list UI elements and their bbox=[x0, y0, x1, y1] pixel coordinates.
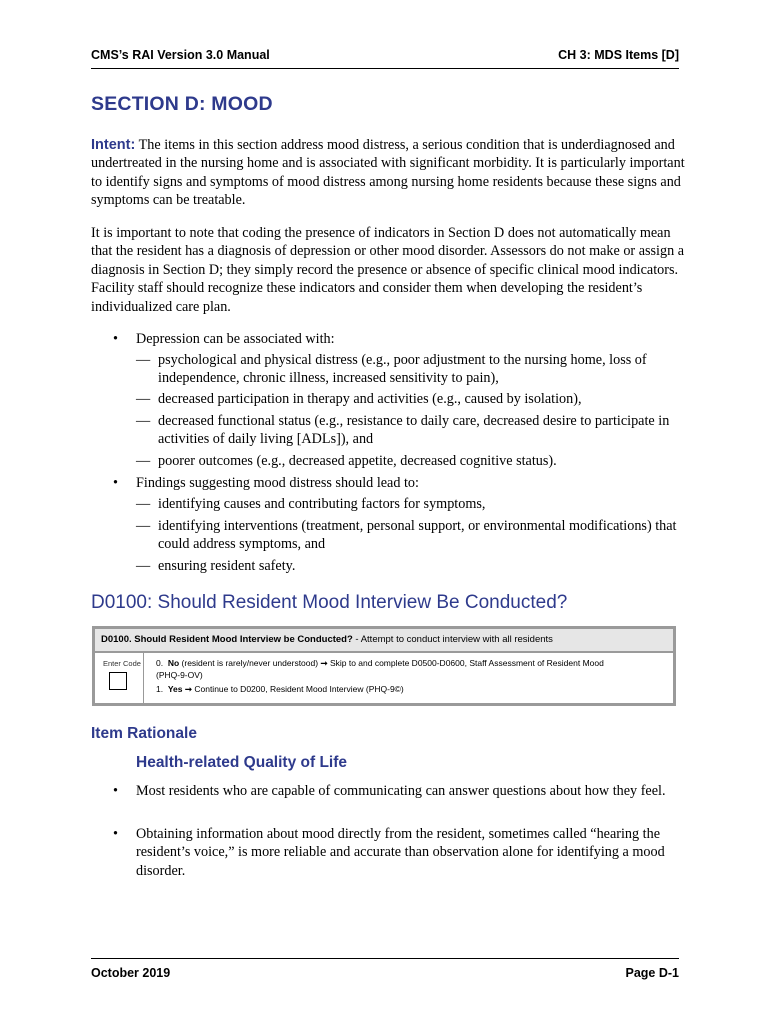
manual-title: CMS’s RAI Version 3.0 Manual bbox=[91, 48, 270, 62]
bullet-mark: • bbox=[113, 826, 118, 842]
option-yes bbox=[156, 683, 666, 695]
enter-code-box[interactable] bbox=[109, 672, 127, 690]
option-number: 1. bbox=[156, 684, 164, 694]
sub-item-text: poorer outcomes (e.g., decreased appetite, decreased cognitive status). bbox=[158, 453, 557, 469]
page-number: Page D-1 bbox=[625, 966, 679, 980]
bullet-text: Obtaining information about mood directly from the resident, sometimes called “hearing the resident’s voice,” is more reliable and accurate than observation alone for identifying a mood disorder. bbox=[136, 826, 665, 879]
option-detail-line2: (PHQ-9-OV) bbox=[156, 670, 203, 680]
form-header-title: D0100. Should Resident Mood Interview be Conducted? bbox=[101, 634, 353, 645]
bullet-text: Findings suggesting mood distress should lead to: bbox=[136, 475, 419, 491]
option-number: 0. bbox=[156, 658, 164, 668]
sub-item-text: identifying causes and contributing factors for symptoms, bbox=[158, 496, 486, 512]
dash-mark: — bbox=[136, 496, 151, 512]
enter-code-label: Enter Code bbox=[103, 659, 141, 668]
enter-code-column bbox=[95, 653, 144, 703]
page-footer bbox=[91, 958, 679, 981]
form-body bbox=[95, 653, 673, 703]
intent-label: Intent: bbox=[91, 137, 136, 153]
sub-item-text: decreased participation in therapy and activities (e.g., caused by isolation), bbox=[158, 391, 582, 407]
hrql-heading: Health-related Quality of Life bbox=[136, 754, 348, 771]
dash-mark: — bbox=[136, 391, 151, 407]
bullet-text: Most residents who are capable of communicating can answer questions about how they feel. bbox=[136, 783, 666, 799]
section-title: SECTION D: MOOD bbox=[91, 93, 273, 115]
chapter-label: CH 3: MDS Items [D] bbox=[558, 48, 679, 62]
footer-date: October 2019 bbox=[91, 966, 171, 980]
dash-mark: — bbox=[136, 518, 151, 534]
sub-item-text: psychological and physical distress (e.g., poor adjustment to the nursing home, loss of independence, chronic illness, increased sensitivity to pain), bbox=[158, 352, 647, 387]
dash-mark: — bbox=[136, 558, 151, 574]
option-no bbox=[156, 657, 666, 681]
form-header-instruction: - Attempt to conduct interview with all residents bbox=[352, 634, 553, 645]
bullet-text: Depression can be associated with: bbox=[136, 331, 335, 347]
bullet-mark: • bbox=[113, 475, 118, 491]
option-detail: (resident is rarely/never understood) bbox=[179, 658, 319, 668]
arrow-right-icon: ➞ bbox=[320, 658, 328, 668]
bullet-mark: • bbox=[113, 783, 118, 799]
option-label: Yes bbox=[167, 684, 183, 694]
d0100-heading: D0100: Should Resident Mood Interview Be Conducted? bbox=[91, 592, 568, 613]
item-rationale-heading: Item Rationale bbox=[91, 725, 197, 742]
important-paragraph: It is important to note that coding the presence of indicators in Section D does not automatically mean that the resident has a diagnosis of depression or other mood disorder. Assessors do not make or assign a diagnosis in Section D; they simply record the presence or absence of specific clinical mood indicators. Facility staff should recognize these indicators and consider them when developing the resident’s individualized care plan. bbox=[91, 225, 685, 315]
arrow-right-icon: ➞ bbox=[184, 684, 192, 694]
sub-item-text: ensuring resident safety. bbox=[158, 558, 296, 574]
dash-mark: — bbox=[136, 453, 151, 469]
sub-item-text: identifying interventions (treatment, personal support, or environmental modifications) that could address symptoms, and bbox=[158, 518, 677, 553]
page-header bbox=[91, 42, 679, 69]
option-action: Continue to D0200, Resident Mood Interview (PHQ-9©) bbox=[191, 684, 404, 694]
option-action: Skip to and complete D0500-D0600, Staff Assessment of Resident Mood bbox=[327, 658, 604, 668]
dash-mark: — bbox=[136, 413, 151, 429]
option-label: No bbox=[167, 658, 180, 668]
intent-text: The items in this section address mood distress, a serious condition that is underdiagnosed and undertreated in the nursing home and is associated with significant morbidity. It is particularly important to identify signs and symptoms of mood distress among nursing home residents because these signs and symptoms can be treatable. bbox=[91, 137, 685, 209]
intent-paragraph bbox=[91, 136, 687, 210]
form-header bbox=[95, 629, 673, 651]
bullet-mark: • bbox=[113, 331, 118, 347]
d0100-form bbox=[92, 626, 676, 706]
dash-mark: — bbox=[136, 352, 151, 368]
sub-item-text: decreased functional status (e.g., resistance to daily care, decreased desire to participate in activities of daily living [ADLs]), and bbox=[158, 413, 670, 448]
